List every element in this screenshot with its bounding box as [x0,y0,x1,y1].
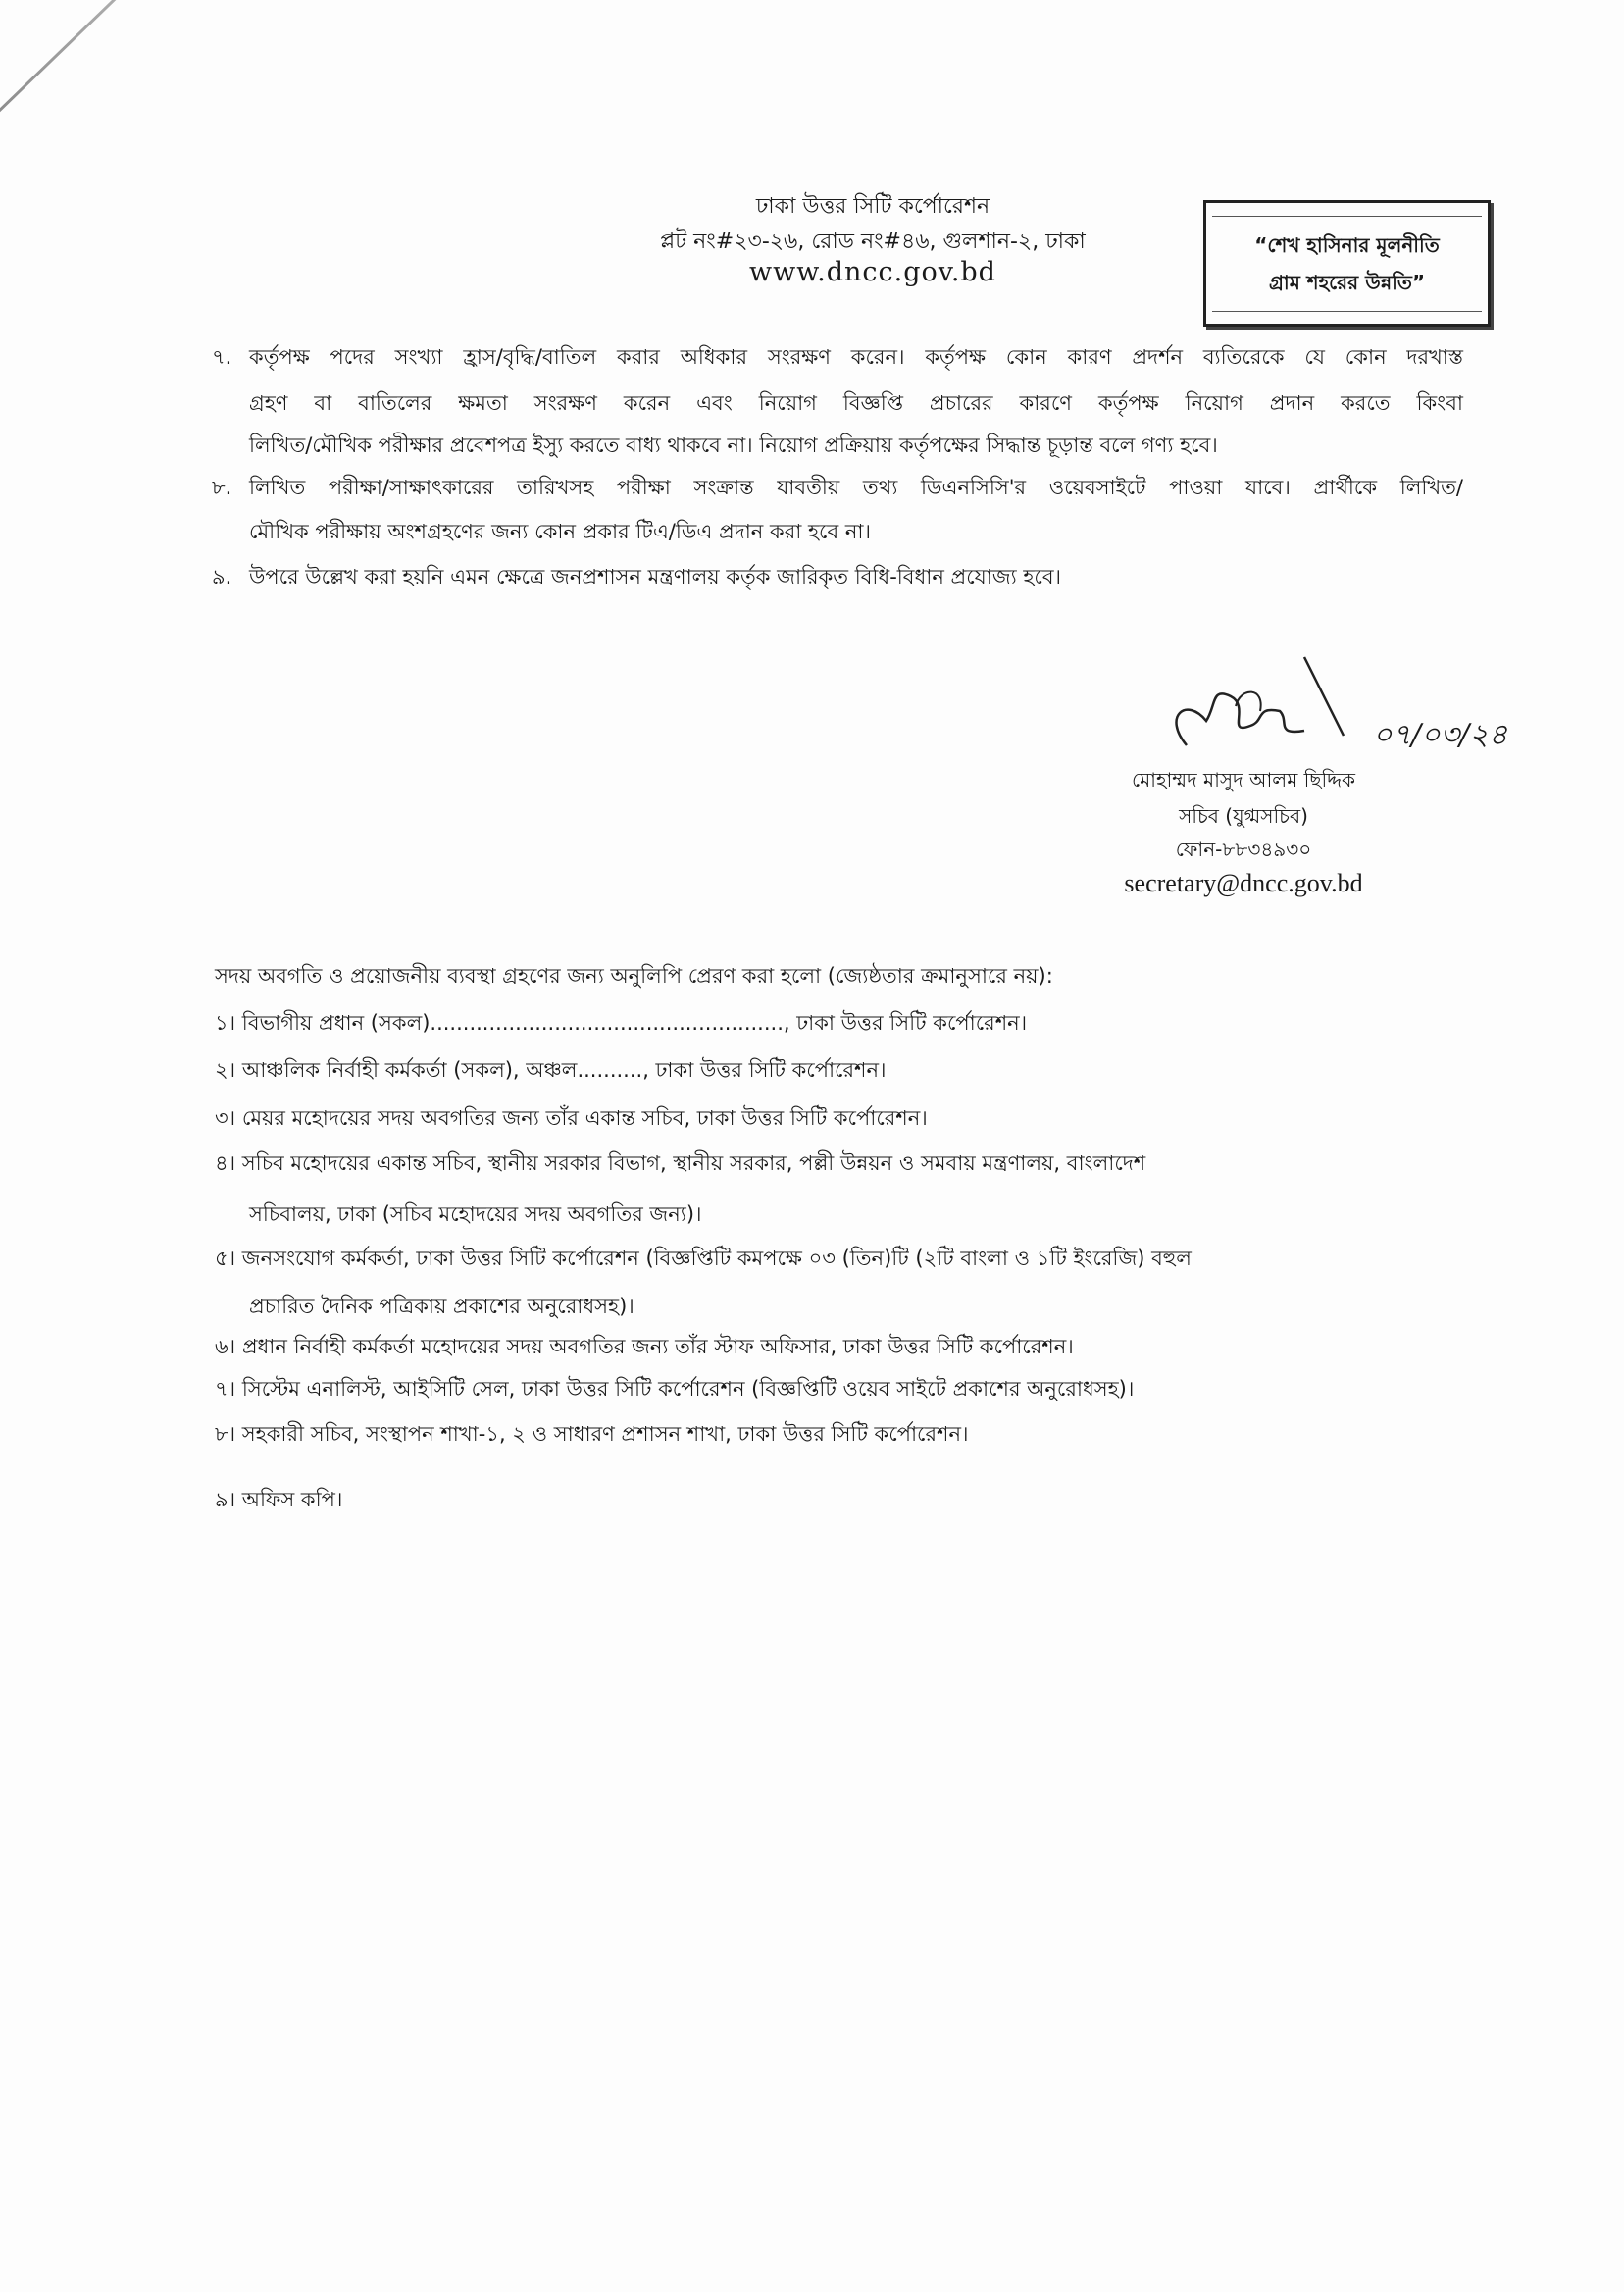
clause-text: কর্তৃপক্ষ পদের সংখ্যা হ্রাস/বৃদ্ধি/বাতিল করার অধিকার সংরক্ষণ করেন। কর্তৃপক্ষ কোন কারণ প্রদর্শন ব্যতিরেকে যে কোন দরখাস্ত [249,345,1463,369]
cc-item: ৮। সহকারী সচিব, সংস্থাপন শাখা-১, ২ ও সাধারণ প্রশাসন শাখা, ঢাকা উত্তর সিটি কর্পোরেশন। [215,1422,969,1446]
cc-item: ১। বিভাগীয় প্রধান (সকল)......................................................, ঢাকা উত্তর সিটি কর্পোরেশন। [215,1011,1028,1035]
cc-item: ৯। অফিস কপি। [215,1488,343,1511]
cc-item: ২। আঞ্চলিক নির্বাহী কর্মকর্তা (সকল), অঞ্চল.........., ঢাকা উত্তর সিটি কর্পোরেশন। [215,1058,887,1082]
clause-text: লিখিত/মৌখিক পরীক্ষার প্রবেশপত্র ইস্যু করতে বাধ্য থাকবে না। নিয়োগ প্রক্রিয়ায় কর্তৃপক্ষের সিদ্ধান্ত চূড়ান্ত বলে গণ্য হবে। [249,433,1218,457]
cc-heading: সদয় অবগতি ও প্রয়োজনীয় ব্যবস্থা গ্রহণের জন্য অনুলিপি প্রেরণ করা হলো (জ্যেষ্ঠতার ক্রমানুসারে নয়): [215,964,1053,988]
clause-number: ৯. [212,565,232,588]
cc-item-continuation: প্রচারিত দৈনিক পত্রিকায় প্রকাশের অনুরোধসহ)। [249,1295,634,1318]
signatory-designation: সচিব (যুগ্মসচিব) [1179,804,1308,828]
cc-item: ৭। সিস্টেম এনালিস্ট, আইসিটি সেল, ঢাকা উত্তর সিটি কর্পোরেশন (বিজ্ঞপ্তিটি ওয়েব সাইটে প্রকাশের অনুরোধসহ)। [215,1377,1135,1401]
cc-item: ৬। প্রধান নির্বাহী কর্মকর্তা মহোদয়ের সদয় অবগতির জন্য তাঁর স্টাফ অফিসার, ঢাকা উত্তর সিটি কর্পোরেশন। [215,1335,1074,1358]
clause-text: গ্রহণ বা বাতিলের ক্ষমতা সংরক্ষণ করেন এবং নিয়োগ বিজ্ঞপ্তি প্রচারের কারণে কর্তৃপক্ষ নিয়োগ প্রদান করতে কিংবা [249,391,1463,415]
org-address: প্লট নং#২৩-২৬, রোড নং#৪৬, গুলশান-২, ঢাকা [660,229,1086,254]
page-fold-mark [0,0,235,130]
clause-text: উপরে উল্লেখ করা হয়নি এমন ক্ষেত্রে জনপ্রশাসন মন্ত্রণালয় কর্তৃক জারিকৃত বিধি-বিধান প্রযোজ্য হবে। [249,565,1062,588]
org-name: ঢাকা উত্তর সিটি কর্পোরেশন [755,194,990,219]
clause-number: ৮. [212,476,232,499]
motto-line-2: গ্রাম শহরের উন্নতি” [1268,270,1426,294]
signature-date: ০৭/০৩/২৪ [1373,718,1508,752]
cc-item: ৫। জনসংযোগ কর্মকর্তা, ঢাকা উত্তর সিটি কর্পোরেশন (বিজ্ঞপ্তিটি কমপক্ষে ০৩ (তিন)টি (২টি বাংলা ও ১টি ইংরেজি) বহুল [215,1247,1192,1270]
clause-number: ৭. [212,345,232,369]
motto-line-1: “শেখ হাসিনার মূলনীতি [1254,232,1440,257]
signatory-email: secretary@dncc.gov.bd [1124,869,1363,897]
org-website: www.dncc.gov.bd [749,257,996,287]
cc-item: ৩। মেয়র মহোদয়ের সদয় অবগতির জন্য তাঁর একান্ত সচিব, ঢাকা উত্তর সিটি কর্পোরেশন। [215,1106,928,1130]
motto-box [1203,200,1491,327]
signatory-phone: ফোন-৮৮৩৪৯৩০ [1175,838,1312,861]
cc-item-continuation: সচিবালয়, ঢাকা (সচিব মহোদয়ের সদয় অবগতির জন্য)। [249,1202,702,1226]
signatory-name: মোহাম্মদ মাসুদ আলম ছিদ্দিক [1131,768,1356,791]
clause-text: মৌখিক পরীক্ষায় অংশগ্রহণের জন্য কোন প্রকার টিএ/ডিএ প্রদান করা হবে না। [249,520,871,543]
cc-item: ৪। সচিব মহোদয়ের একান্ত সচিব, স্থানীয় সরকার বিভাগ, স্থানীয় সরকার, পল্লী উন্নয়ন ও সমবায় মন্ত্রণালয়, বাংলাদেশ [215,1151,1146,1175]
clause-text: লিখিত পরীক্ষা/সাক্ষাৎকারের তারিখসহ পরীক্ষা সংক্রান্ত যাবতীয় তথ্য ডিএনসিসি'র ওয়েবসাইটে পাওয়া যাবে। প্রার্থীকে লিখিত/ [249,476,1463,499]
